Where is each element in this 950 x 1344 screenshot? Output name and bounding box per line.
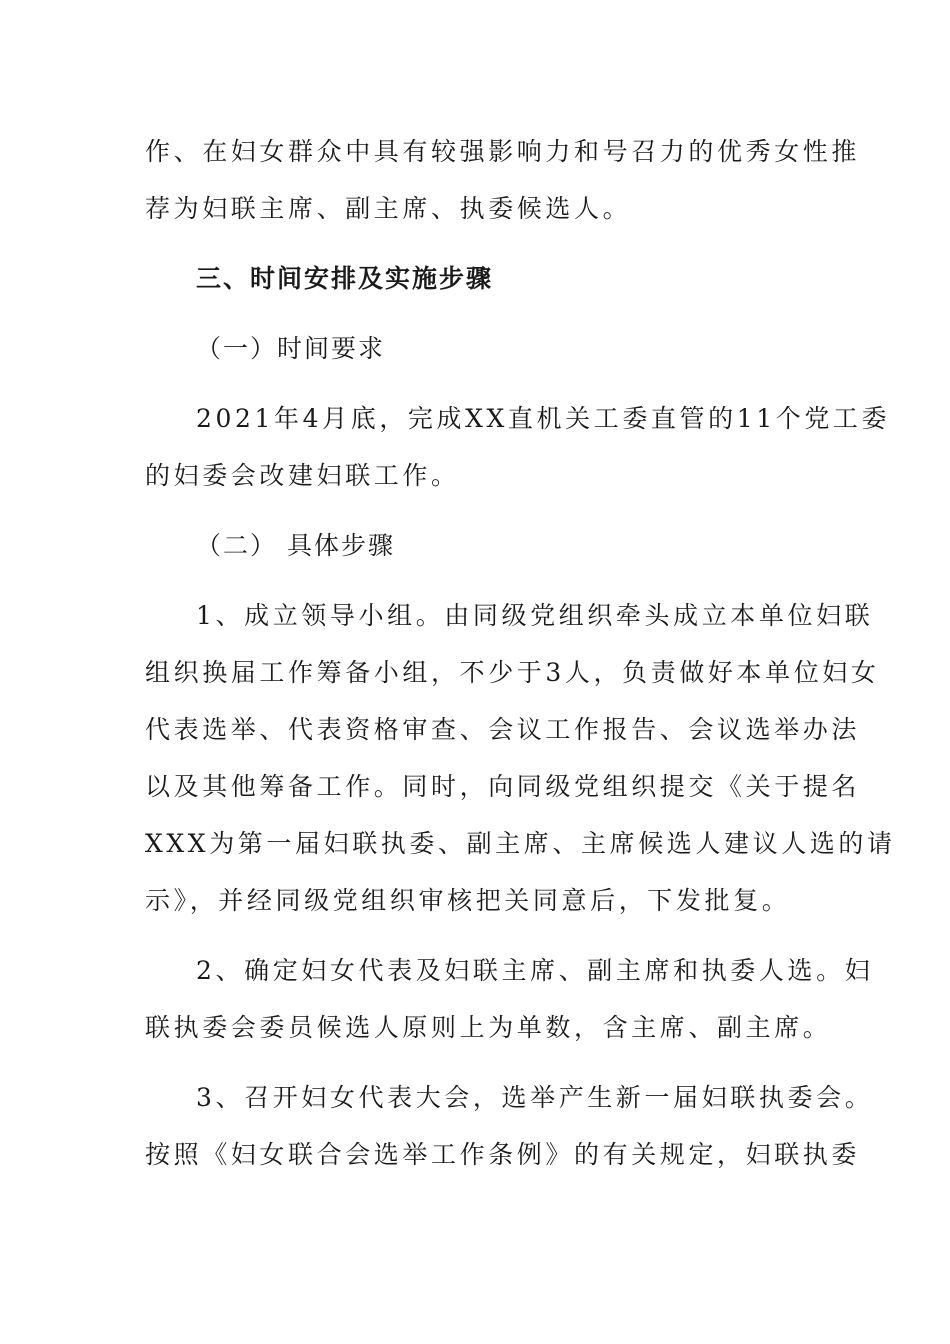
paragraph-line: 的妇委会改建妇联工作。 [145, 461, 460, 490]
subsection-heading: （二） 具体步骤 [196, 531, 395, 560]
paragraph-line: 示》，并经同级党组织审核把关同意后，下发批复。 [145, 886, 791, 915]
paragraph-line: 荐为妇联主席、副主席、执委候选人。 [145, 194, 632, 223]
paragraph-line: 2、确定妇女代表及妇联主席、副主席和执委人选。妇 [196, 956, 874, 985]
paragraph-line: XXX为第一届妇联执委、副主席、主席候选人建议人选的请 [145, 829, 896, 858]
subsection-heading: （一）时间要求 [196, 334, 386, 363]
paragraph-line: 代表选举、代表资格审查、会议工作报告、会议选举办法 [145, 715, 861, 744]
section-heading: 三、时间安排及实施步骤 [196, 264, 494, 293]
paragraph-line: 2021年4月底，完成XX直机关工委直管的11个党工委 [196, 404, 891, 433]
paragraph-line: 联执委会委员候选人原则上为单数，含主席、副主席。 [145, 1013, 832, 1042]
paragraph-line: 按照《妇女联合会选举工作条例》的有关规定，妇联执委 [145, 1140, 861, 1169]
paragraph-line: 作、在妇女群众中具有较强影响力和号召力的优秀女性推 [145, 137, 861, 166]
paragraph-line: 1、成立领导小组。由同级党组织牵头成立本单位妇联 [196, 601, 874, 630]
paragraph-line: 组织换届工作筹备小组，不少于3人，负责做好本单位妇女 [145, 658, 880, 687]
paragraph-line: 以及其他筹备工作。同时，向同级党组织提交《关于提名 [145, 772, 861, 801]
paragraph-line: 3、召开妇女代表大会，选举产生新一届妇联执委会。 [196, 1083, 874, 1112]
